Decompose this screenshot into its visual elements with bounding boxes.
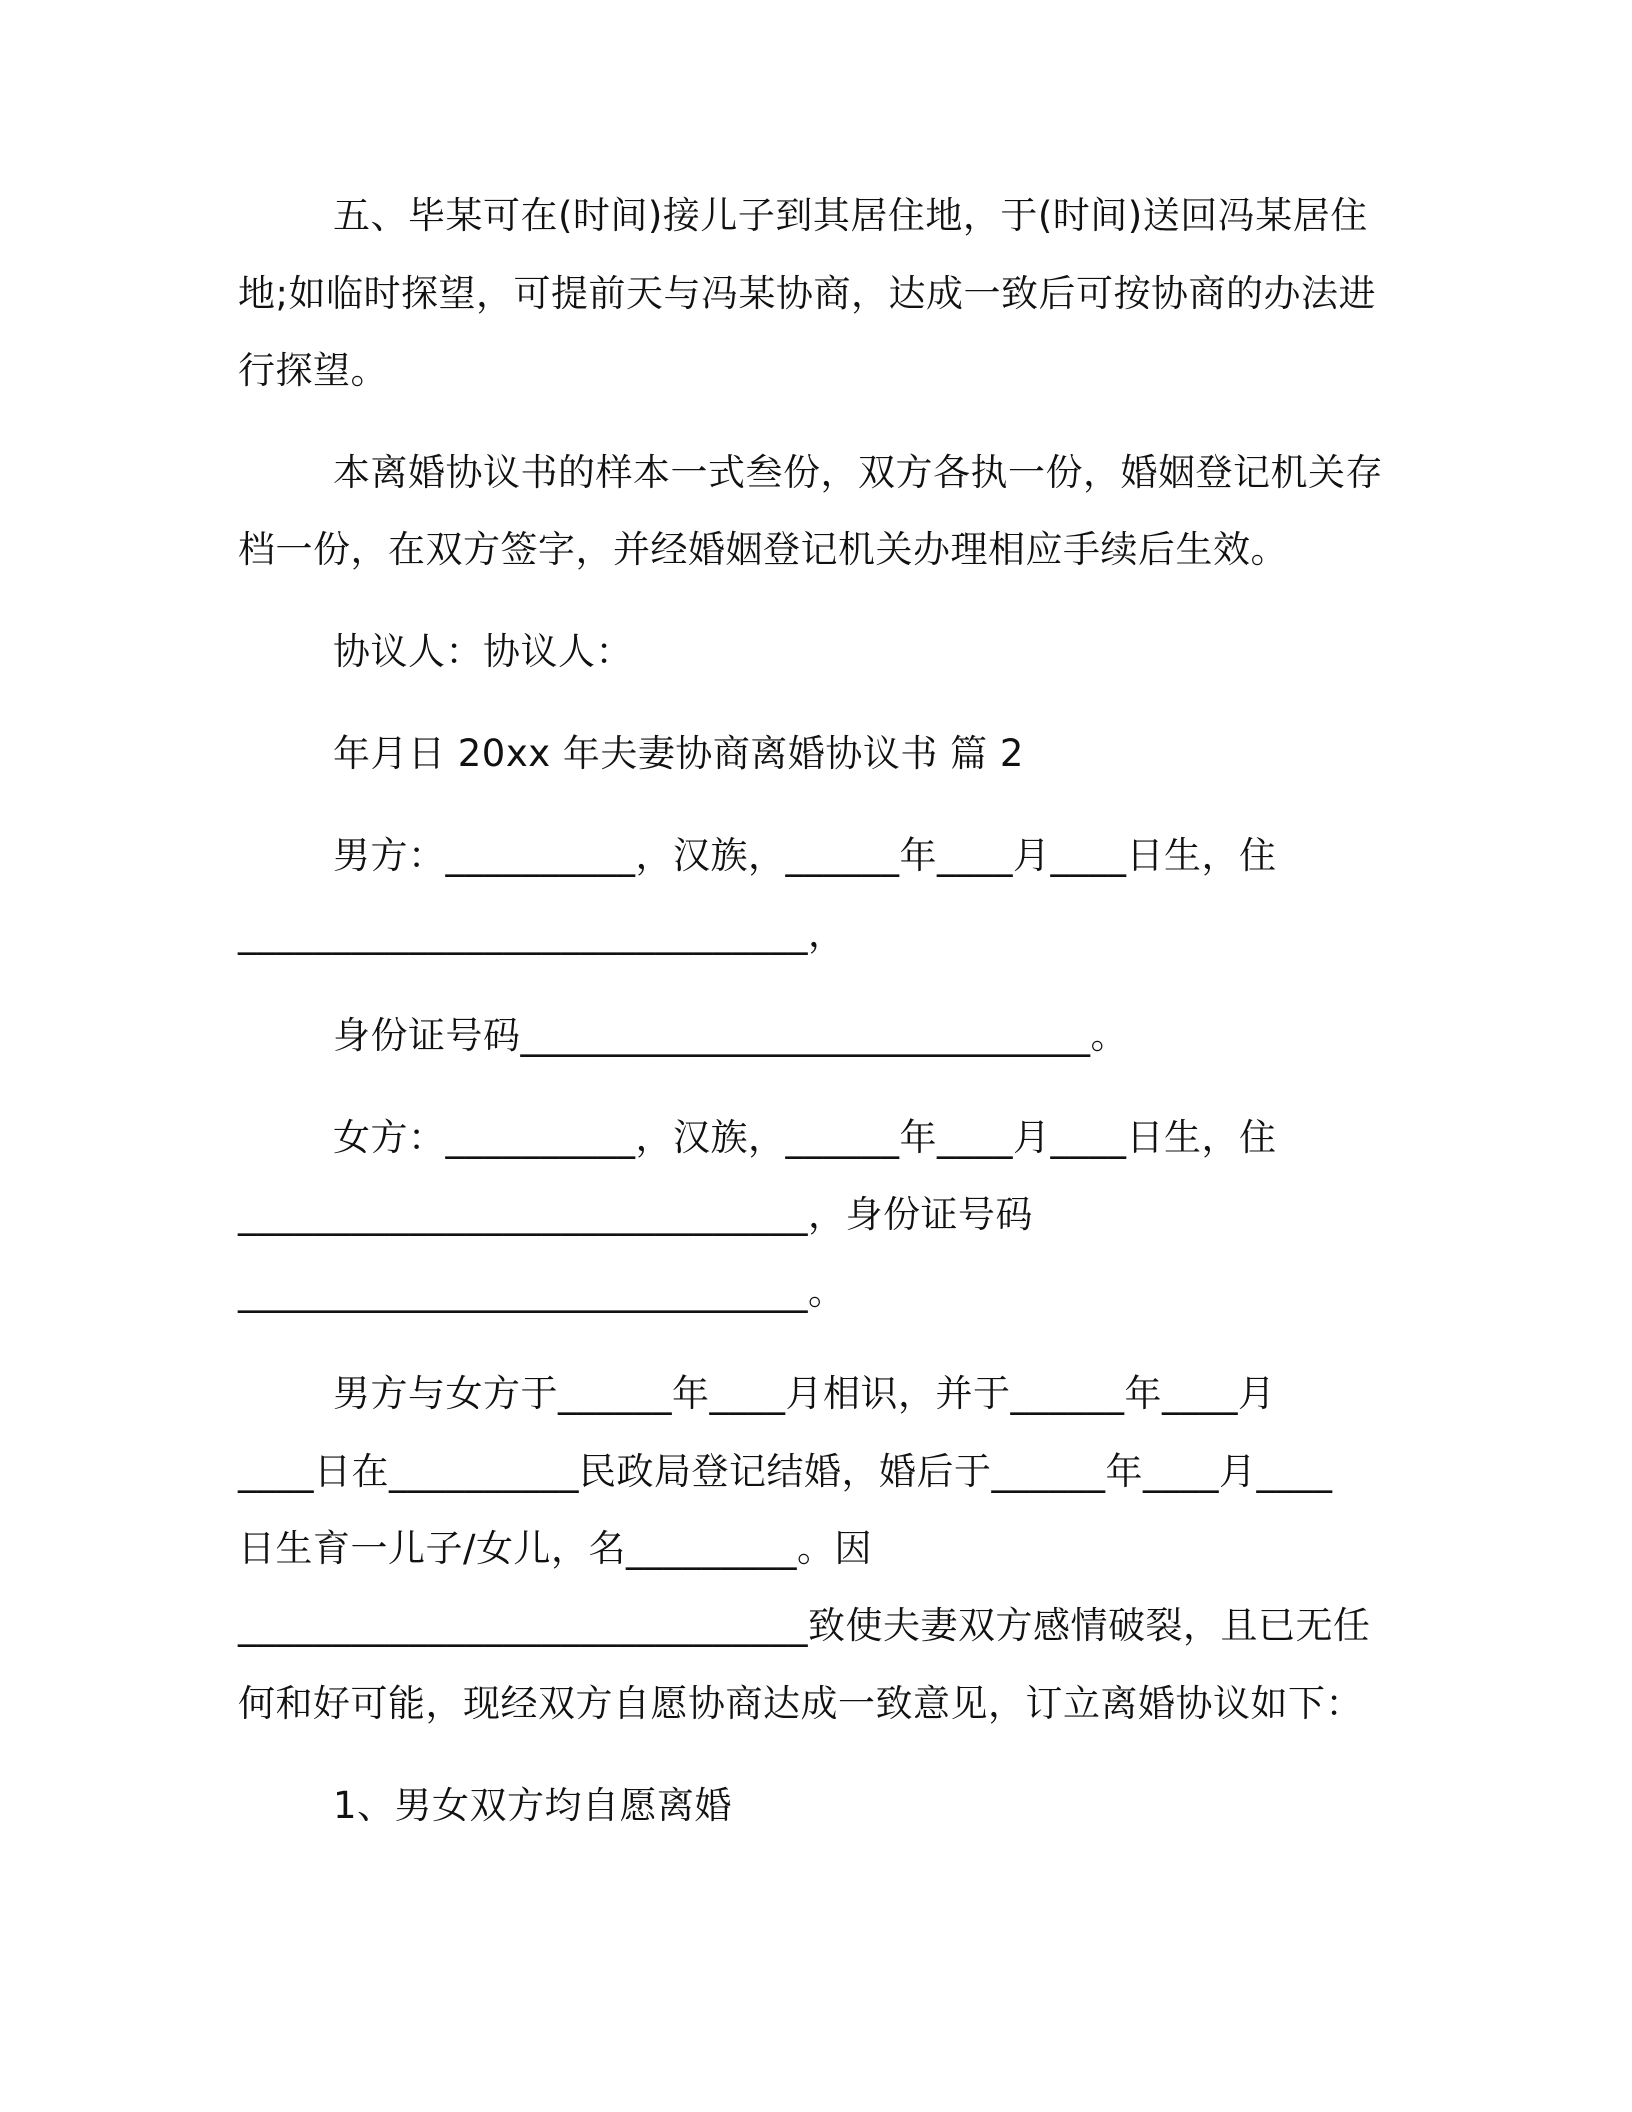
marriage-history-line-1: 男方与女方于______年____月相识，并于______年____月 — [333, 1372, 1276, 1415]
wife-info-line-2: ______________________________，身份证号码 — [238, 1193, 1033, 1236]
paragraph-visitation-line-3: 行探望。 — [238, 349, 388, 392]
clause-1: 1、男女双方均自愿离婚 — [333, 1784, 733, 1827]
marriage-history-line-2: ____日在__________民政局登记结婚，婚后于______年____月____ — [238, 1450, 1333, 1493]
marriage-history-line-5: 何和好可能，现经双方自愿协商达成一致意见，订立离婚协议如下： — [238, 1682, 1363, 1725]
paragraph-copies-line-1: 本离婚协议书的样本一式叁份，双方各执一份，婚姻登记机关存 — [333, 451, 1383, 494]
marriage-history-line-4: ______________________________致使夫妻双方感情破裂，且已无任 — [238, 1604, 1371, 1647]
marriage-history-line-3: 日生育一儿子/女儿，名_________。因 — [238, 1527, 872, 1570]
paragraph-copies-line-2: 档一份，在双方签字，并经婚姻登记机关办理相应手续后生效。 — [238, 528, 1288, 571]
section-heading: 年月日 20xx 年夫妻协商离婚协议书 篇 2 — [333, 732, 1024, 775]
signature-line: 协议人：协议人： — [333, 630, 633, 673]
paragraph-visitation-line-2: 地;如临时探望，可提前天与冯某协商，达成一致后可按协商的办法进 — [238, 272, 1376, 315]
wife-info-line-3: ______________________________。 — [238, 1270, 846, 1313]
wife-info-line-1: 女方：__________，汉族，______年____月____日生，住 — [333, 1116, 1277, 1159]
husband-info-line-1: 男方：__________，汉族，______年____月____日生，住 — [333, 834, 1277, 877]
husband-id-line: 身份证号码______________________________。 — [333, 1014, 1128, 1057]
husband-info-line-2: ______________________________， — [238, 912, 846, 955]
paragraph-visitation-line-1: 五、毕某可在(时间)接儿子到其居住地，于(时间)送回冯某居住 — [333, 194, 1368, 237]
